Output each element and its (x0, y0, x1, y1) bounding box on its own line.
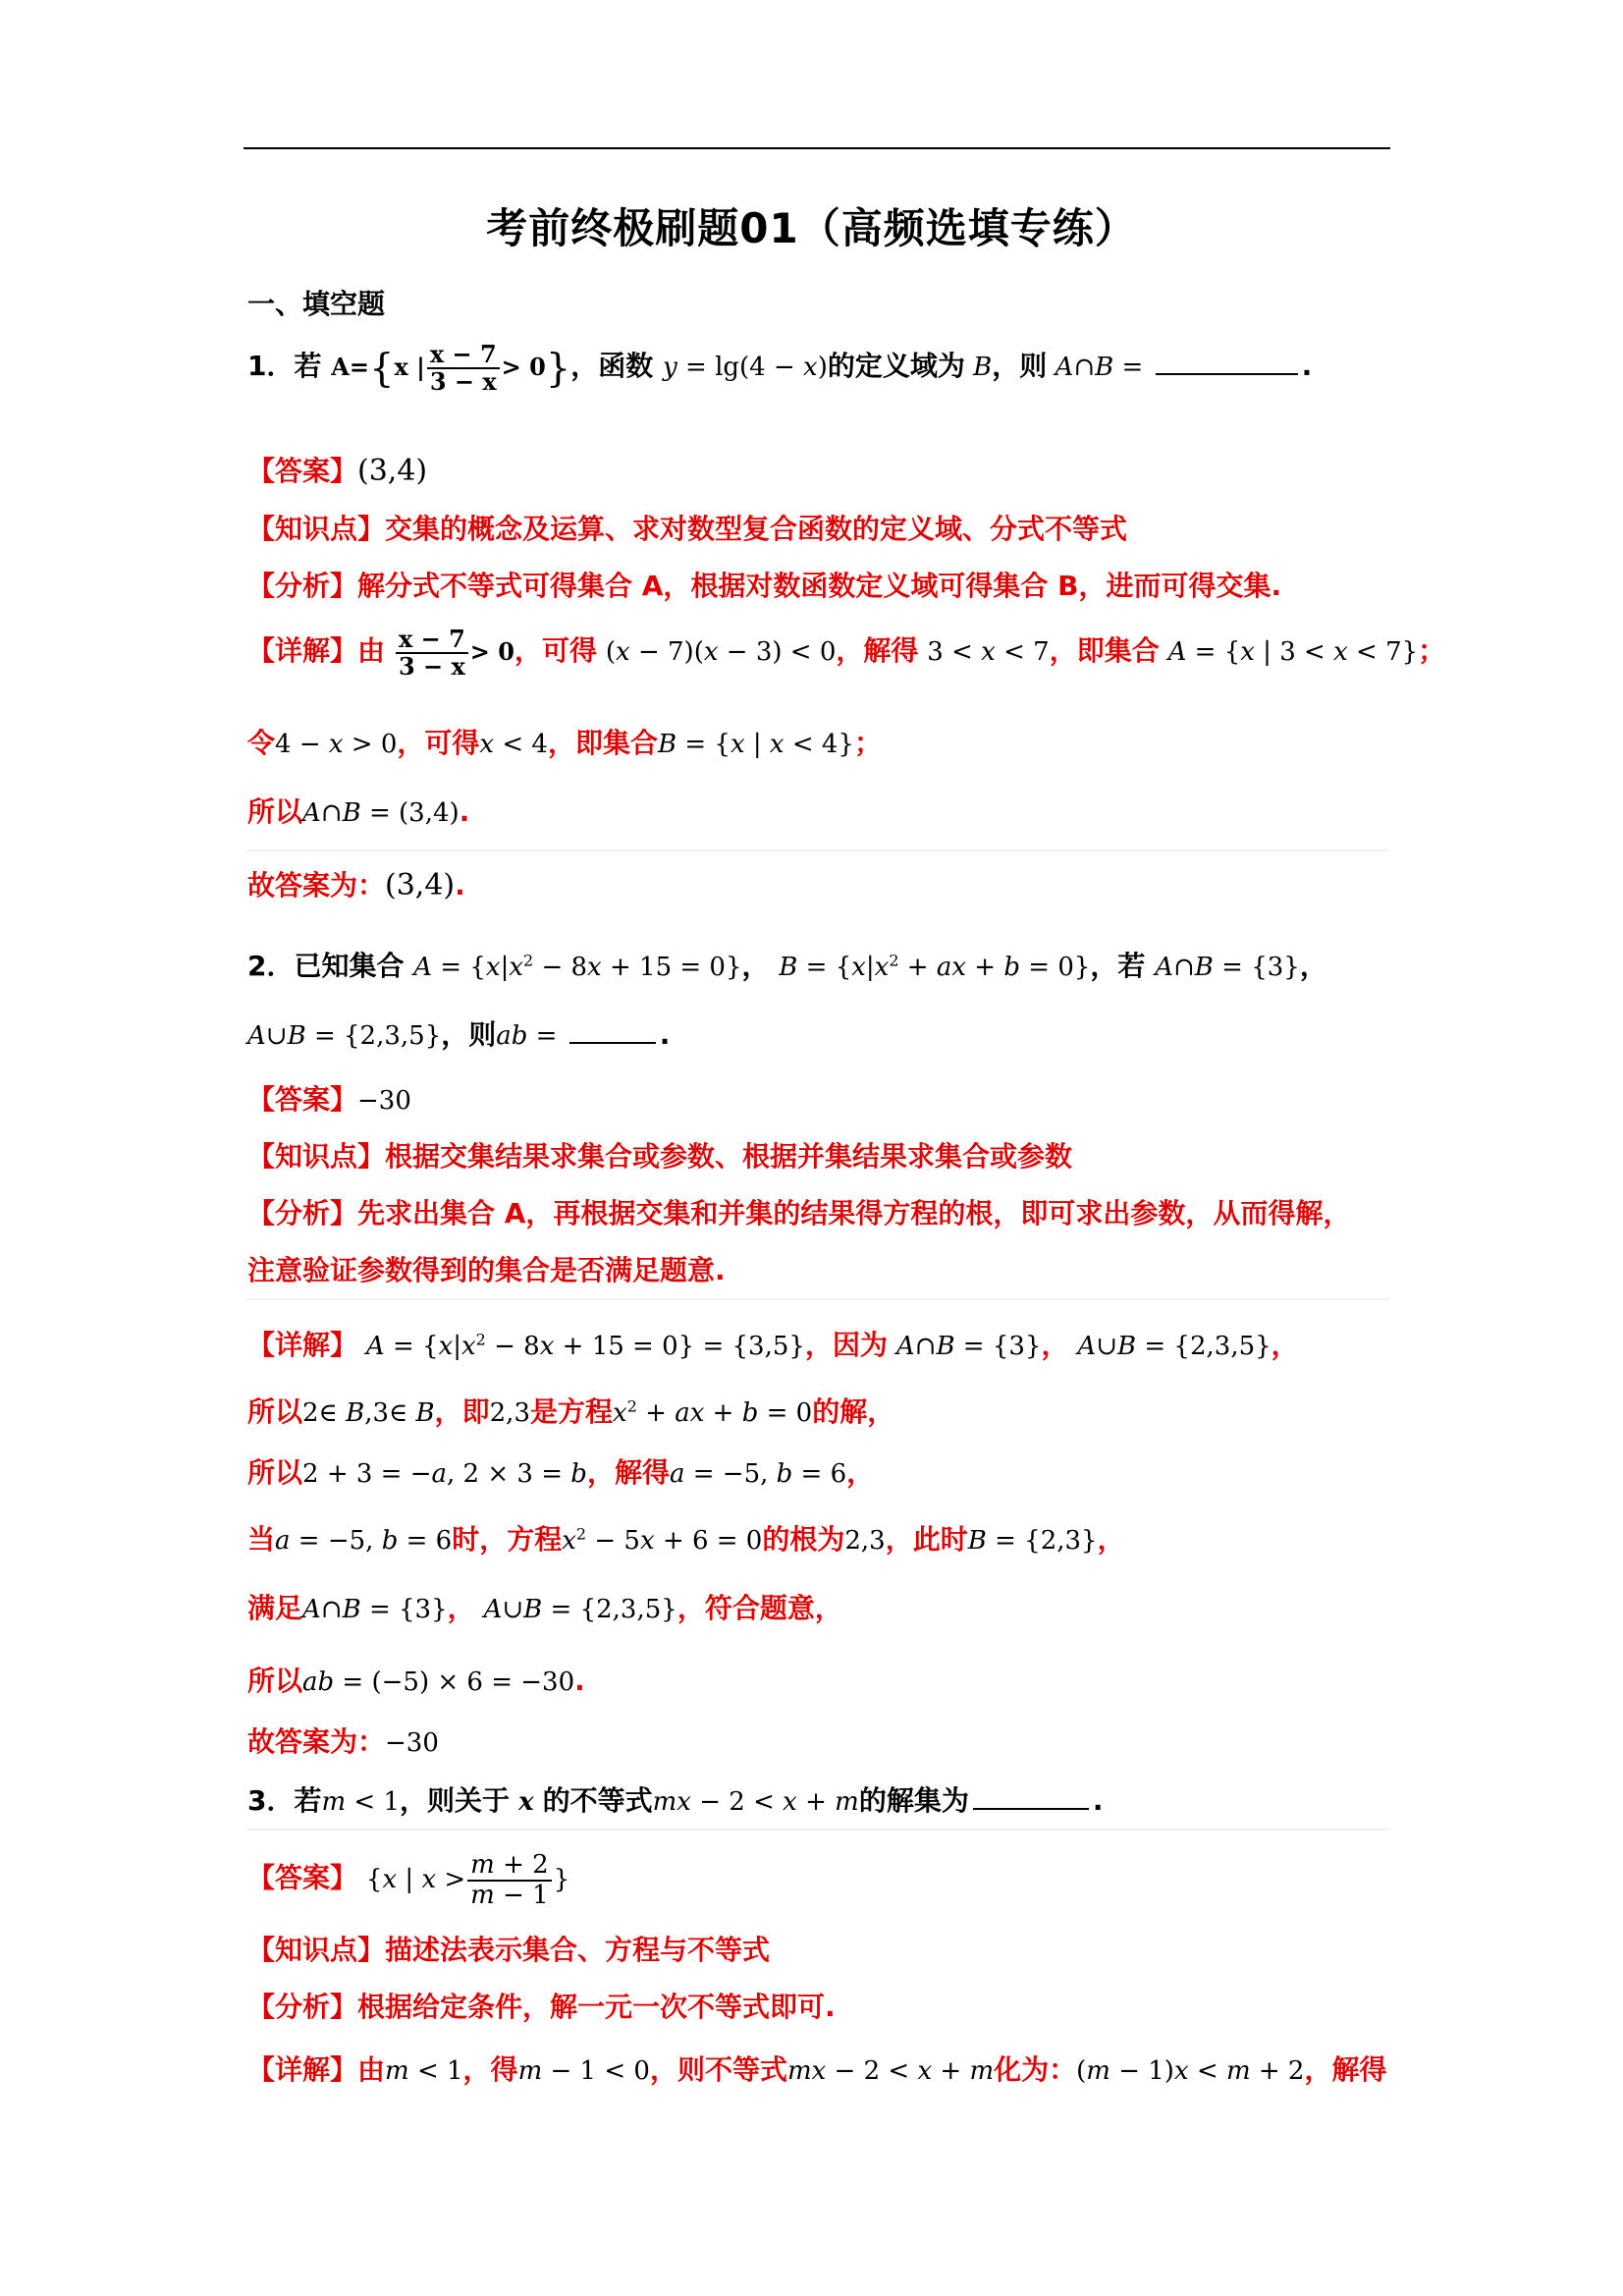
q2-analysis-2: 注意验证参数得到的集合是否满足题意. (247, 1254, 726, 1286)
q1-knowledge: 【知识点】交集的概念及运算、求对数型复合函数的定义域、分式不等式 (247, 513, 1128, 545)
question-3: 3．若m < 1，则关于 x 的不等式mx − 2 < x + m的解集为 . (247, 1784, 1104, 1817)
q1-answer: 【答案】(3,4) (247, 454, 428, 488)
question-2-cont: A∪B = {2,3,5}，则ab = . (247, 1018, 671, 1051)
divider (245, 1829, 1390, 1831)
q2-final: 故答案为：−30 (247, 1725, 439, 1758)
q2-detail-3: 所以2 + 3 = −a, 2 × 3 = b，解得a = −5, b = 6， (247, 1456, 875, 1489)
q2-detail-6: 所以ab = (−5) × 6 = −30. (247, 1665, 585, 1697)
q3-detail-1: 【详解】由m < 1，得m − 1 < 0，则不等式mx − 2 < x + m化为：(m − 1)x < m + 2，解得 (247, 2053, 1387, 2086)
q3-knowledge: 【知识点】描述法表示集合、方程与不等式 (247, 1934, 771, 1966)
divider (245, 1298, 1390, 1300)
q2-detail-1: 【详解】 $A = \{x|x^2 - 8x + 15 = 0\} = \{3,5\}$，因为 A∩B = {3}， A∪B = {2,3,5}， (247, 1329, 1299, 1361)
q2-detail-4: 当a = −5, b = 6时，方程$x^2 - 5x + 6 = 0$的根为2,3，此时B = {2,3}， (247, 1523, 1125, 1556)
q1-analysis: 【分析】解分式不等式可得集合 A，根据对数函数定义域可得集合 B，进而可得交集. (247, 570, 1282, 602)
q1-detail-1: 【详解】由 $\frac{x - 7}{3 - x}$ > 0，可得 (x − 7)(x − 3) < 0，解得 3 < x < 7，即集合 A = {x | 3 < x < 7}； (247, 625, 1446, 682)
answer-blank[interactable] (1156, 348, 1298, 375)
divider (245, 849, 1390, 851)
q2-knowledge: 【知识点】根据交集结果求集合或参数、根据并集结果求集合或参数 (247, 1140, 1073, 1173)
q3-analysis: 【分析】根据给定条件，解一元一次不等式即可. (247, 1991, 836, 2023)
q2-detail-5: 满足A∩B = {3}， A∪B = {2,3,5}，符合题意， (247, 1592, 842, 1624)
q1-detail-3: 所以A∩B = (3,4). (247, 795, 470, 828)
q2-analysis: 【分析】先求出集合 A，再根据交集和并集的结果得方程的根，即可求出参数，从而得解， (247, 1197, 1351, 1230)
q3-answer: 【答案】 {x | x > $\frac{m + 2}{m - 1}$ } (247, 1850, 570, 1910)
q1-final: 故答案为：(3,4). (247, 868, 465, 902)
section-heading: 一、填空题 (247, 288, 386, 320)
q2-answer: 【答案】−30 (247, 1083, 411, 1116)
answer-blank-2[interactable] (569, 1016, 656, 1044)
q1-detail-2: 令4 − x > 0，可得x < 4，即集合B = {x | x < 4}； (247, 727, 882, 759)
question-2: 2．已知集合 $A = \{x|x^2 - 8x + 15 = 0\}$， $B = \{x|x^2$ + ax + b = 0}，若 A∩B = {3}， (247, 950, 1327, 982)
q2-detail-2: 所以2∈ B,3∈ B，即2,3是方程$x^2$ + ax + b = 0的解， (247, 1395, 895, 1428)
page-title: 考前终极刷题01（高频选填专练） (486, 204, 1137, 252)
answer-blank-3[interactable] (973, 1782, 1089, 1810)
set-a-definition: A={x | $\frac{x - 7}{3 - x}$ > 0} (331, 340, 571, 397)
question-1: 1．若 A={x | $\frac{x - 7}{3 - x}$ > 0}，函数 y = lg(4 − x)的定义域为 B，则 A∩B = . (247, 340, 1313, 397)
header-rule (243, 147, 1390, 149)
